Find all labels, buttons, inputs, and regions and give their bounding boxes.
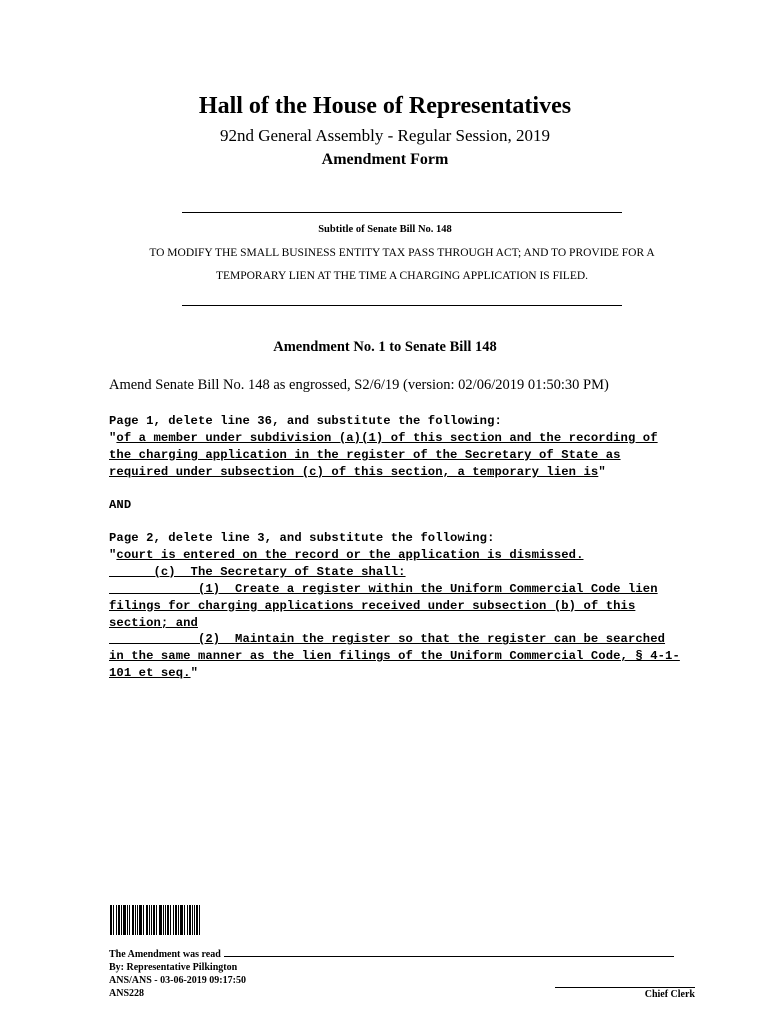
inserted-text-line: section; and bbox=[109, 615, 198, 630]
inserted-text-line: in the same manner as the lien filings of the Uniform Commercial Code, § 4-1- bbox=[109, 649, 680, 664]
inserted-text-line: required under subsection (c) of this section, a temporary lien is bbox=[109, 464, 599, 479]
amendment-section-1 bbox=[109, 413, 658, 481]
subtitle-line-2: TEMPORARY LIEN AT THE TIME A CHARGING APPLICATION IS FILED. bbox=[215, 270, 589, 282]
form-name: Amendment Form bbox=[321, 151, 449, 168]
inserted-text-line: the charging application in the register of the Secretary of State as bbox=[109, 447, 621, 462]
inserted-text-line: (2) Maintain the register so that the register can be searched bbox=[109, 632, 666, 647]
close-quote: " bbox=[598, 464, 606, 479]
subtitle-label: Subtitle of Senate Bill No. 148 bbox=[318, 224, 452, 235]
section-1-instruction: Page 1, delete line 36, and substitute the following: bbox=[109, 414, 502, 428]
amendment-section-2 bbox=[109, 530, 680, 682]
open-quote: " bbox=[109, 547, 117, 562]
open-quote: " bbox=[109, 430, 117, 445]
barcode bbox=[110, 905, 200, 935]
session-line: 92nd General Assembly - Regular Session, 2019 bbox=[219, 126, 551, 145]
subtitle-line-1: TO MODIFY THE SMALL BUSINESS ENTITY TAX PASS THROUGH ACT; AND TO PROVIDE FOR A bbox=[149, 247, 655, 259]
inserted-text-line: of a member under subdivision (a)(1) of this section and the recording of bbox=[116, 430, 658, 445]
inserted-text-line: 101 et seq. bbox=[109, 666, 191, 681]
section-2-instruction: Page 2, delete line 3, and substitute the following: bbox=[109, 531, 495, 545]
inserted-text-line: court is entered on the record or the application is dismissed. bbox=[116, 547, 584, 562]
footer-read-line bbox=[109, 949, 674, 962]
subtitle-bottom-rule bbox=[182, 305, 622, 306]
amendment-intro: Amend Senate Bill No. 148 as engrossed, S2/6/19 (version: 02/06/2019 01:50:30 PM) bbox=[109, 377, 609, 393]
inserted-text-line: (1) Create a register within the Uniform Commercial Code lien bbox=[109, 581, 658, 596]
close-quote: " bbox=[190, 666, 198, 681]
read-signature-line bbox=[224, 956, 674, 957]
subtitle-top-rule bbox=[182, 212, 622, 213]
chief-clerk-label: Chief Clerk bbox=[644, 989, 695, 1000]
and-separator: AND bbox=[109, 498, 132, 512]
inserted-text-line: (c) The Secretary of State shall: bbox=[109, 564, 406, 579]
inserted-text-line: filings for charging applications received under subsection (b) of this bbox=[109, 598, 636, 613]
amendment-read-label: The Amendment was read bbox=[109, 949, 221, 960]
document-title: Hall of the House of Representatives bbox=[198, 93, 572, 119]
sponsor-line: By: Representative Pilkington bbox=[109, 962, 238, 973]
ans-number: ANS228 bbox=[109, 988, 145, 999]
amendment-heading: Amendment No. 1 to Senate Bill 148 bbox=[273, 339, 497, 355]
document-code: ANS/ANS - 03-06-2019 09:17:50 bbox=[109, 975, 246, 986]
chief-clerk-signature-line bbox=[555, 987, 695, 988]
